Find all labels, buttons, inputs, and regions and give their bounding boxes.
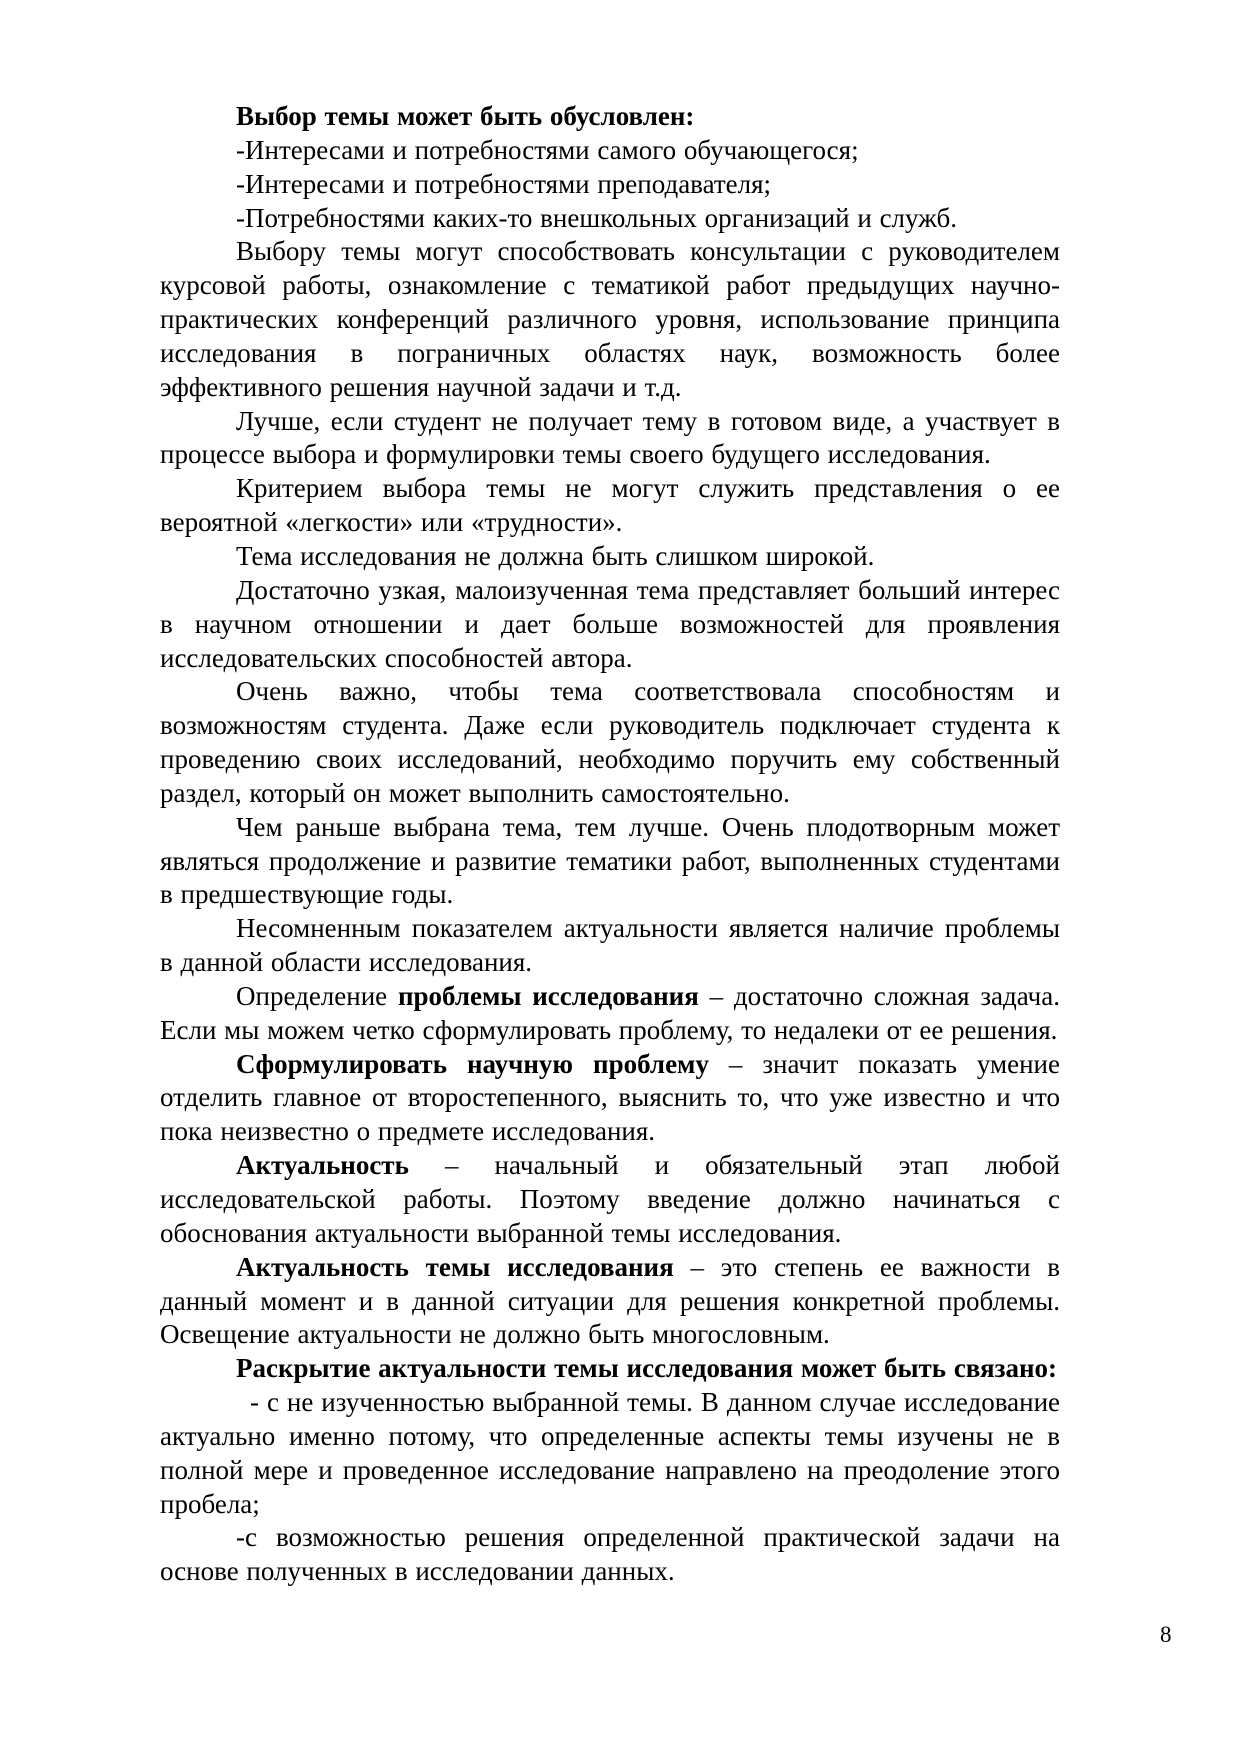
paragraph xyxy=(160,1251,1060,1353)
paragraph xyxy=(160,202,1060,236)
paragraph xyxy=(160,405,1060,473)
paragraph xyxy=(160,980,1060,1048)
paragraph xyxy=(160,811,1060,913)
text-run: Определение xyxy=(236,980,398,1011)
document-body xyxy=(160,100,1060,1589)
paragraph xyxy=(160,235,1060,404)
bold-text-run: Актуальность темы исследования xyxy=(236,1251,674,1282)
paragraph xyxy=(160,1048,1060,1150)
text-run: - с не изученностью выбранной темы. В данном случае исследование актуально именно потому, что определенные аспекты темы изучены не в полной мере и проведенное исследование направлено на преодоление этого пробела; xyxy=(160,1387,1060,1519)
text-run: -Интересами и потребностями самого обучающегося; xyxy=(236,134,859,165)
paragraph xyxy=(160,1149,1060,1251)
page-number: 8 xyxy=(1160,1622,1172,1647)
bold-text-run: проблемы исследования xyxy=(397,980,699,1011)
text-run: Очень важно, чтобы тема соответствовала способностям и возможностям студента. Даже если руководитель подключает студента к проведению своих исследований, необходимо поручить ему собственный раздел, который он может выполнить самостоятельно. xyxy=(160,676,1060,808)
bold-text-run: Выбор темы может быть обусловлен: xyxy=(236,101,695,131)
text-run: – достаточно сложная задача. Если мы можем четко сформулировать проблему, то недалеки от ее решения. xyxy=(160,980,1060,1045)
text-run: Критерием выбора темы не могут служить представления о ее вероятной «легкости» или «трудности». xyxy=(160,473,1060,538)
paragraph xyxy=(160,168,1060,202)
text-run: Выбору темы могут способствовать консультации с руководителем курсовой работы, ознакомление с тематикой работ предыдущих научно-практических конференций различного уровня, использование принципа исследования в пограничных областях наук, возможность более эффективного решения научной задачи и т.д. xyxy=(160,236,1060,402)
paragraph xyxy=(160,574,1060,676)
paragraph xyxy=(160,675,1060,810)
paragraph xyxy=(160,472,1060,540)
text-run: Тема исследования не должна быть слишком широкой. xyxy=(236,540,875,571)
text-run: -с возможностью решения определенной практической задачи на основе полученных в исследовании данных. xyxy=(160,1522,1060,1587)
paragraph xyxy=(160,1386,1060,1521)
text-run: – это степень ее важности в данный момент и в данной ситуации для решения конкретной проблемы. Освещение актуальности не должно быть многословным. xyxy=(160,1251,1060,1350)
text-run: Чем раньше выбрана тема, тем лучше. Очень плодотворным может являться продолжение и развитие тематики работ, выполненных студентами в предшествующие годы. xyxy=(160,811,1060,910)
paragraph xyxy=(160,134,1060,168)
paragraph xyxy=(160,1521,1060,1589)
text-run: – начальный и обязательный этап любой исследовательской работы. Поэтому введение должно начинаться с обоснования актуальности выбранной темы исследования. xyxy=(160,1150,1060,1248)
paragraph xyxy=(160,1352,1060,1386)
text-run: -Интересами и потребностями преподавателя; xyxy=(236,168,772,199)
text-run: Достаточно узкая, малоизученная тема представляет больший интерес в научном отношении и дает больше возможностей для проявления исследовательских способностей автора. xyxy=(160,574,1060,673)
paragraph xyxy=(160,100,1060,134)
bold-text-run: Раскрытие актуальности темы исследования может быть связано: xyxy=(236,1353,1058,1384)
text-run: – значит показать умение отделить главное от второстепенного, выяснить то, что уже известно и что пока неизвестно о предмете исследования. xyxy=(160,1048,1060,1147)
paragraph xyxy=(160,540,1060,574)
paragraph xyxy=(160,912,1060,980)
bold-text-run: Сформулировать научную проблему xyxy=(236,1048,709,1079)
text-run: Лучше, если студент не получает тему в готовом виде, а участвует в процессе выбора и формулировки темы своего будущего исследования. xyxy=(160,405,1060,470)
text-run: -Потребностями каких-то внешкольных организаций и служб. xyxy=(236,202,957,233)
bold-text-run: Актуальность xyxy=(236,1150,409,1181)
text-run: Несомненным показателем актуальности является наличие проблемы в данной области исследования. xyxy=(160,913,1060,978)
